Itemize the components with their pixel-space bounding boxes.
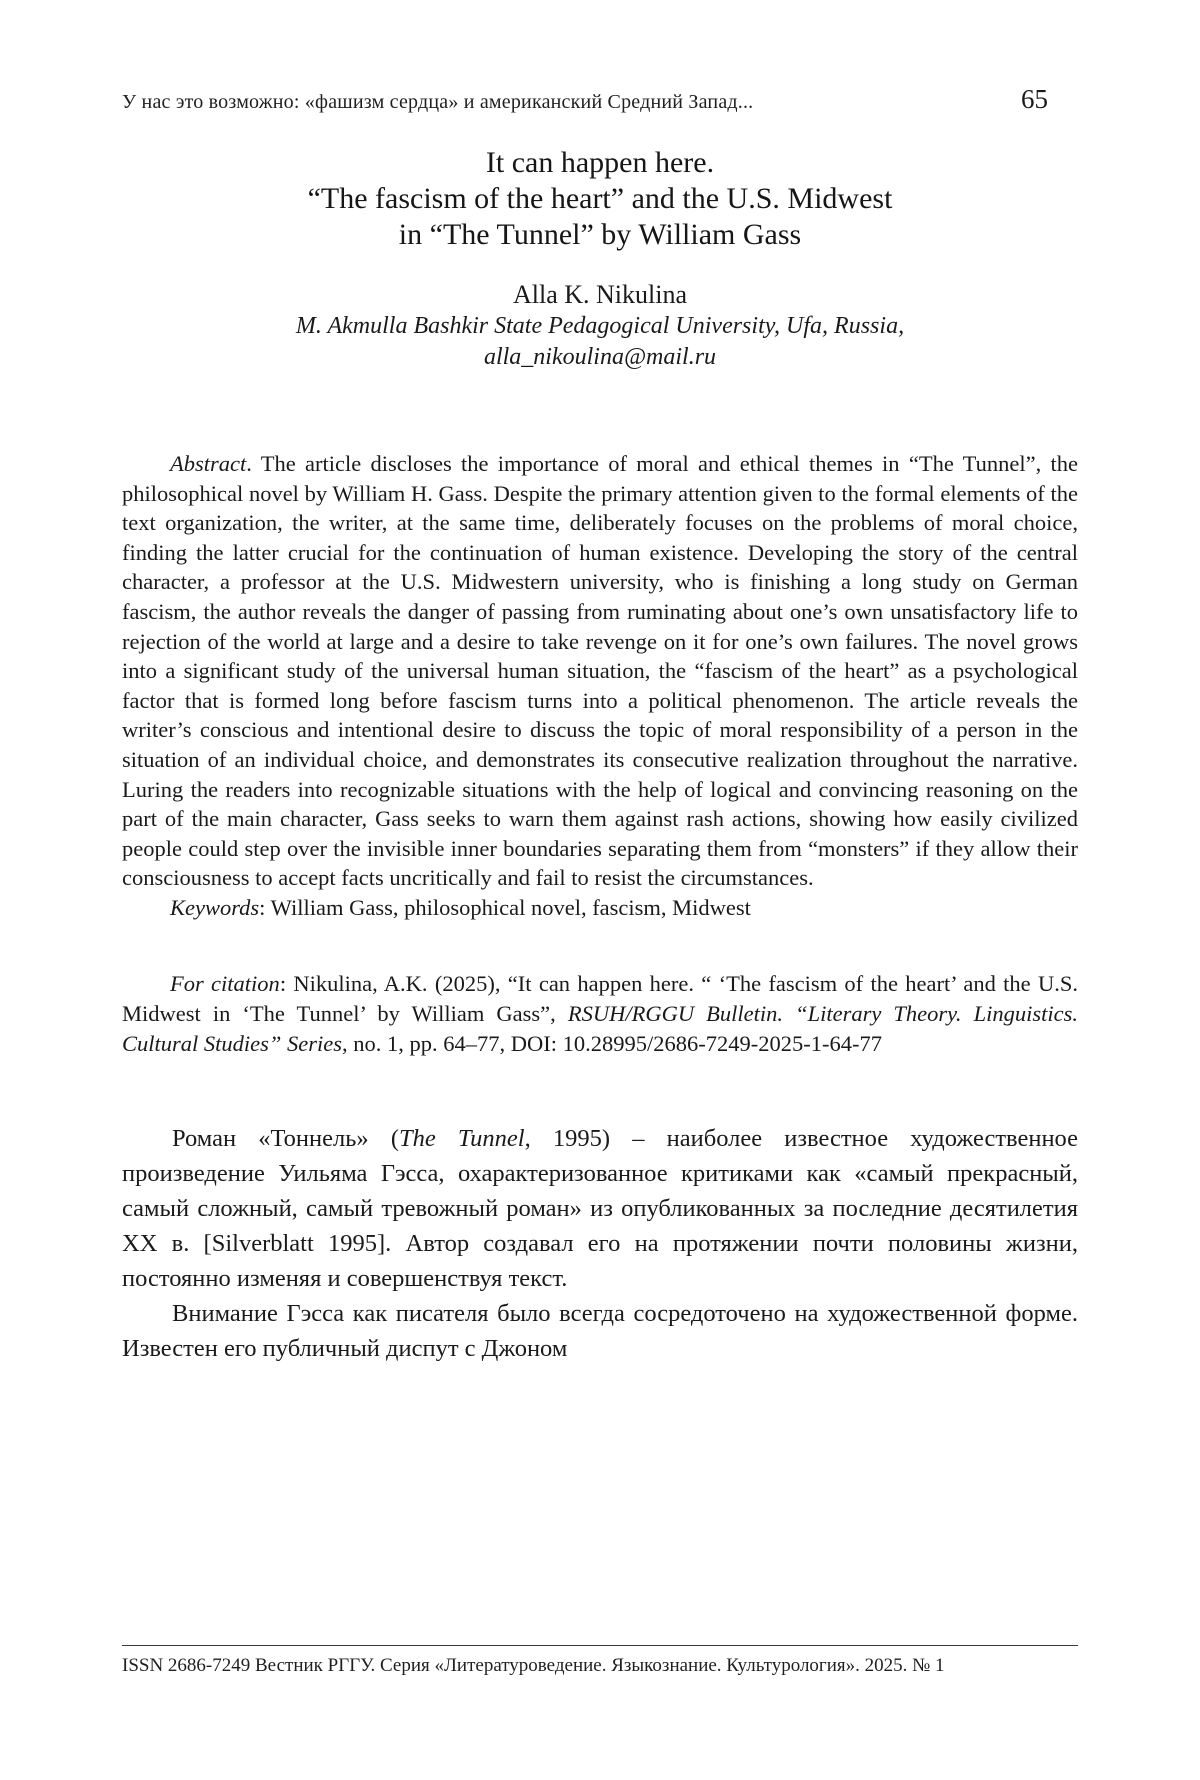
article-title	[122, 145, 1078, 253]
abstract-text: . The article discloses the importance of moral and ethical themes in “The Tunnel”, the philosophical novel by William H. Gass. Despite the primary attention given to the formal elements of the text organization, the writer, at the same time, deliberately focuses on the problems of moral choice, finding the latter crucial for the continuation of human existence. Developing the story of the central character, a professor at the U.S. Midwestern university, who is finishing a long study on German fascism, the author reveals the danger of passing from ruminating about one’s own unsatisfactory life to rejection of the world at large and a desire to take revenge on it for one’s own failures. The novel grows into a significant study of the universal human situation, the “fascism of the heart” as a psychological factor that is formed long before fascism turns into a political phenomenon. The article reveals the writer’s conscious and intentional desire to discuss the topic of moral responsibility of a person in the situation of an individual choice, and demonstrates its consecutive realization throughout the narrative. Luring the readers into recognizable situations with the help of logical and convincing reasoning on the part of the main character, Gass seeks to warn them against rash actions, showing how easily civilized people could step over the invisible inner boundaries separating them from “monsters” if they allow their consciousness to accept facts uncritically and fail to resist the circumstances.	[122, 451, 1078, 891]
abstract-label: Abstract	[170, 451, 247, 476]
running-header	[122, 84, 1078, 115]
citation-part3: , no. 1, pp. 64–77, DOI: 10.28995/2686-7249-2025-1-64-77	[342, 1030, 882, 1056]
body-p1-part2: , 1995) – наиболее известное художественное произведение Уильяма Гэсса, охарактеризованное критиками как «самый прекрасный, самый сложный, самый тревожный роман» из опубликованных за последние десятилетия XX в. [Silverblatt 1995]. Автор создавал его на протяжении почти половины жизни, постоянно изменяя и совершенствуя текст.	[122, 1124, 1078, 1292]
keywords-text: : William Gass, philosophical novel, fascism, Midwest	[259, 894, 751, 920]
author-block	[122, 279, 1078, 373]
page-content	[122, 84, 1078, 1366]
body-p1-novel-title: The Tunnel	[398, 1124, 525, 1152]
title-line-1: It can happen here.	[485, 146, 715, 179]
citation-journal: RSUH/RGGU Bulletin. “Literary Theory. Linguistics. Cultural Studies” Series	[122, 1000, 1078, 1056]
author-affiliation: M. Akmulla Bashkir State Pedagogical University, Ufa, Russia,	[295, 313, 905, 339]
author-name: Alla K. Nikulina	[512, 280, 688, 309]
title-line-3: in “The Tunnel” by William Gass	[398, 218, 802, 251]
keywords-line	[122, 893, 1078, 923]
body-paragraph-1	[122, 1121, 1078, 1296]
keywords-label: Keywords	[170, 894, 260, 920]
body-p1-part1: Роман «Тоннель» (	[172, 1124, 399, 1152]
title-line-2: “The fascism of the heart” and the U.S. Midwest	[307, 182, 893, 215]
page-footer	[122, 1645, 1078, 1677]
citation-paragraph	[122, 969, 1078, 1059]
page-number: 65	[1021, 84, 1048, 114]
citation-section	[122, 969, 1078, 1059]
article-body	[122, 1121, 1078, 1366]
citation-label: For citation	[170, 970, 280, 996]
author-email: alla_nikoulina@mail.ru	[483, 344, 717, 370]
body-paragraph-2: Внимание Гэсса как писателя было всегда сосредоточено на художественной форме. Известен его публичный диспут с Джоном	[122, 1299, 1078, 1362]
abstract-paragraph	[122, 449, 1078, 893]
citation-part1: : Nikulina, A.K. (2025), “It can happen here. “ ‘The fascism of the heart’ and the U.S. Midwest in ‘The Tunnel’ by William Gass”,	[122, 970, 1078, 1026]
running-head-text: У нас это возможно: «фашизм сердца» и американский Средний Запад...	[122, 91, 754, 113]
abstract-section	[122, 449, 1078, 923]
footer-text: ISSN 2686-7249 Вестник РГГУ. Серия «Литературоведение. Языкознание. Культурология». 2025. № 1	[122, 1655, 945, 1676]
